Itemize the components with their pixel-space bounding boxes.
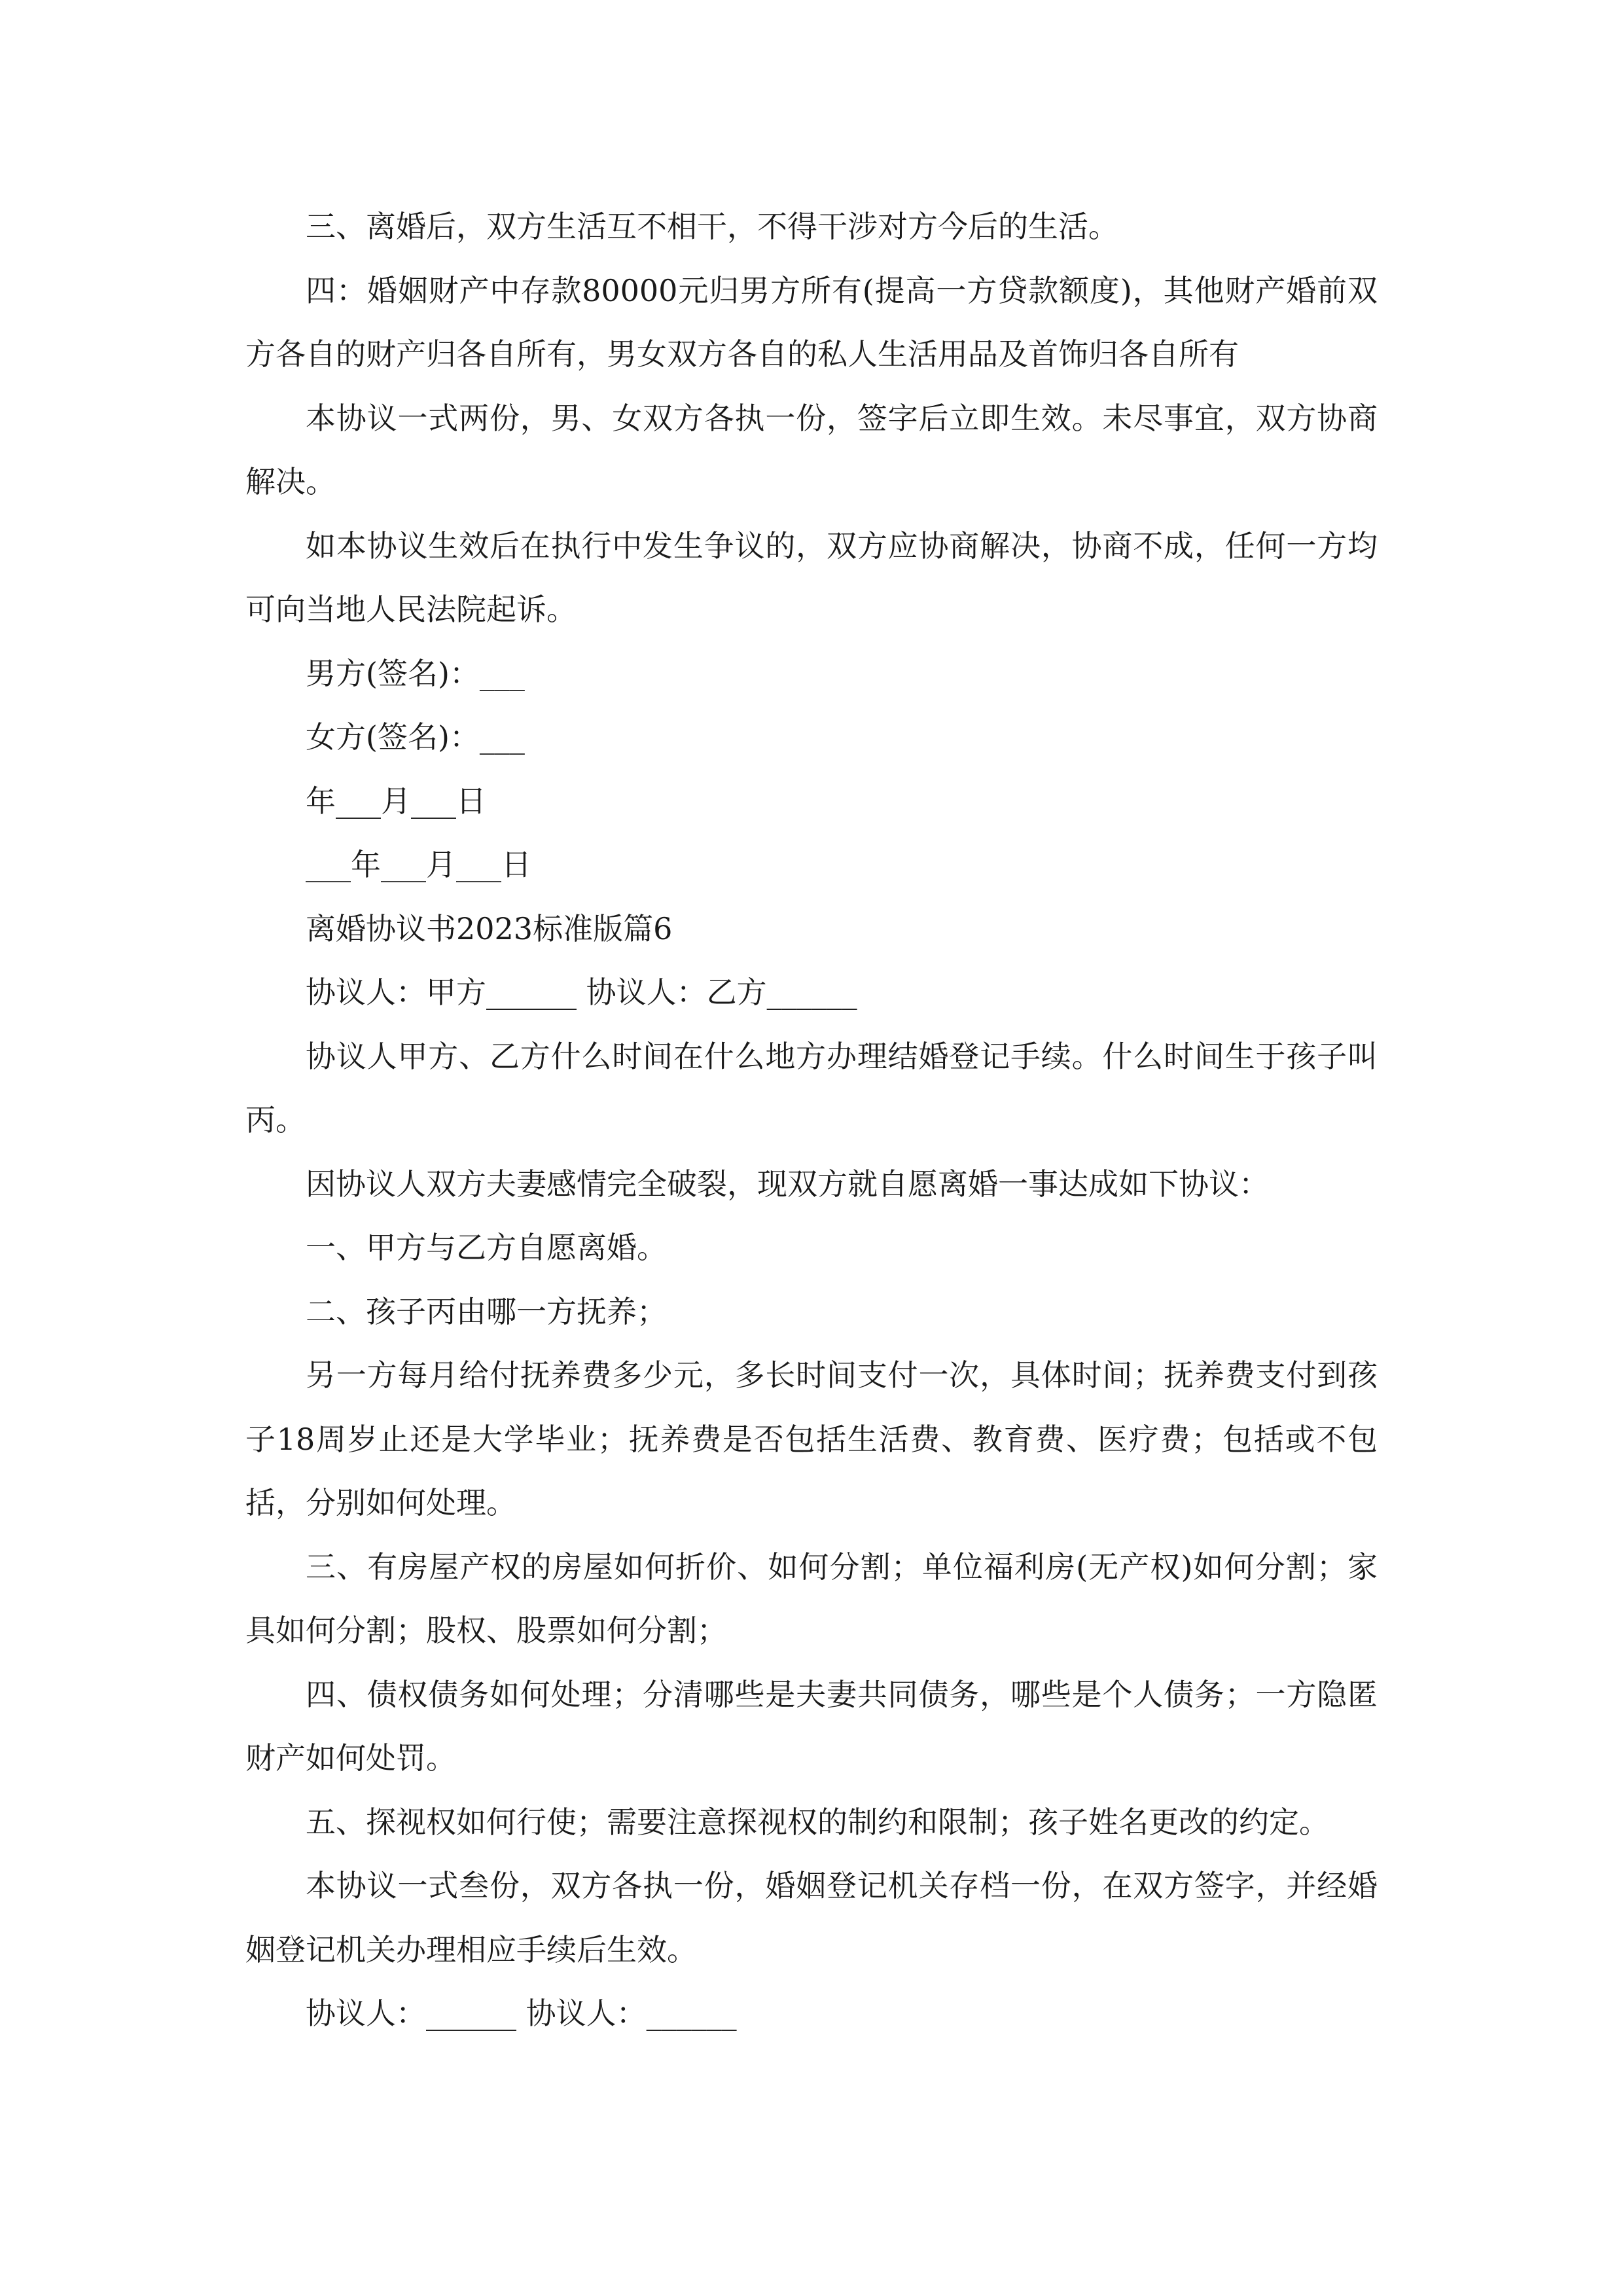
signature-line-male: 男方(签名)：___ [306, 655, 525, 691]
clause-3-property: 三、有房屋产权的房屋如何折价、如何分割；单位福利房(无产权)如何分割；家具如何分割；股权、股票如何分割； [245, 1549, 1378, 1648]
date-line-2: ___年___月___日 [306, 847, 531, 882]
clause-4-debts: 四、债权债务如何处理；分清哪些是夫妻共同债务，哪些是个人债务；一方隐匿财产如何处罚。 [245, 1676, 1378, 1776]
paragraph-dispute-resolution: 如本协议生效后在执行中发生争议的，双方应协商解决，协商不成，任何一方均可向当地人民法院起诉。 [245, 528, 1378, 627]
paragraph-agreement-intro: 因协议人双方夫妻感情完全破裂，现双方就自愿离婚一事达成如下协议： [306, 1166, 1269, 1202]
paragraph-property-clause-4: 四：婚姻财产中存款80000元归男方所有(提高一方贷款额度)，其他财产婚前双方各自的财产归各自所有，男女双方各自的私人生活用品及首饰归各自所有 [245, 272, 1378, 372]
clause-1: 一、甲方与乙方自愿离婚。 [306, 1230, 667, 1265]
date-line-1: 年___月___日 [306, 783, 486, 819]
parties-line: 协议人：甲方______ 协议人：乙方______ [306, 975, 857, 1010]
paragraph-marriage-registration: 协议人甲方、乙方什么时间在什么地方办理结婚登记手续。什么时间生于孩子叫丙。 [245, 1038, 1378, 1138]
clause-5-visitation: 五、探视权如何行使；需要注意探视权的制约和限制；孩子姓名更改的约定。 [306, 1804, 1329, 1840]
paragraph-child-support: 另一方每月给付抚养费多少元，多长时间支付一次，具体时间；抚养费支付到孩子18周岁止还是大学毕业；抚养费是否包括生活费、教育费、医疗费；包括或不包括，分别如何处理。 [245, 1357, 1378, 1520]
document-body [245, 195, 1378, 2046]
paragraph-copies-effect: 本协议一式两份，男、女双方各执一份，签字后立即生效。未尽事宜，双方协商解决。 [245, 400, 1378, 499]
section-heading: 离婚协议书2023标准版篇6 [306, 910, 673, 946]
signature-line-female: 女方(签名)：___ [306, 719, 525, 755]
signature-parties-line: 协议人：______ 协议人：______ [306, 1996, 737, 2031]
paragraph-copies-registration: 本协议一式叁份，双方各执一份，婚姻登记机关存档一份，在双方签字，并经婚姻登记机关办理相应手续后生效。 [245, 1868, 1378, 1967]
paragraph-divorce-clause-3: 三、离婚后，双方生活互不相干，不得干涉对方今后的生活。 [306, 209, 1118, 244]
clause-2: 二、孩子丙由哪一方抚养； [306, 1293, 667, 1329]
